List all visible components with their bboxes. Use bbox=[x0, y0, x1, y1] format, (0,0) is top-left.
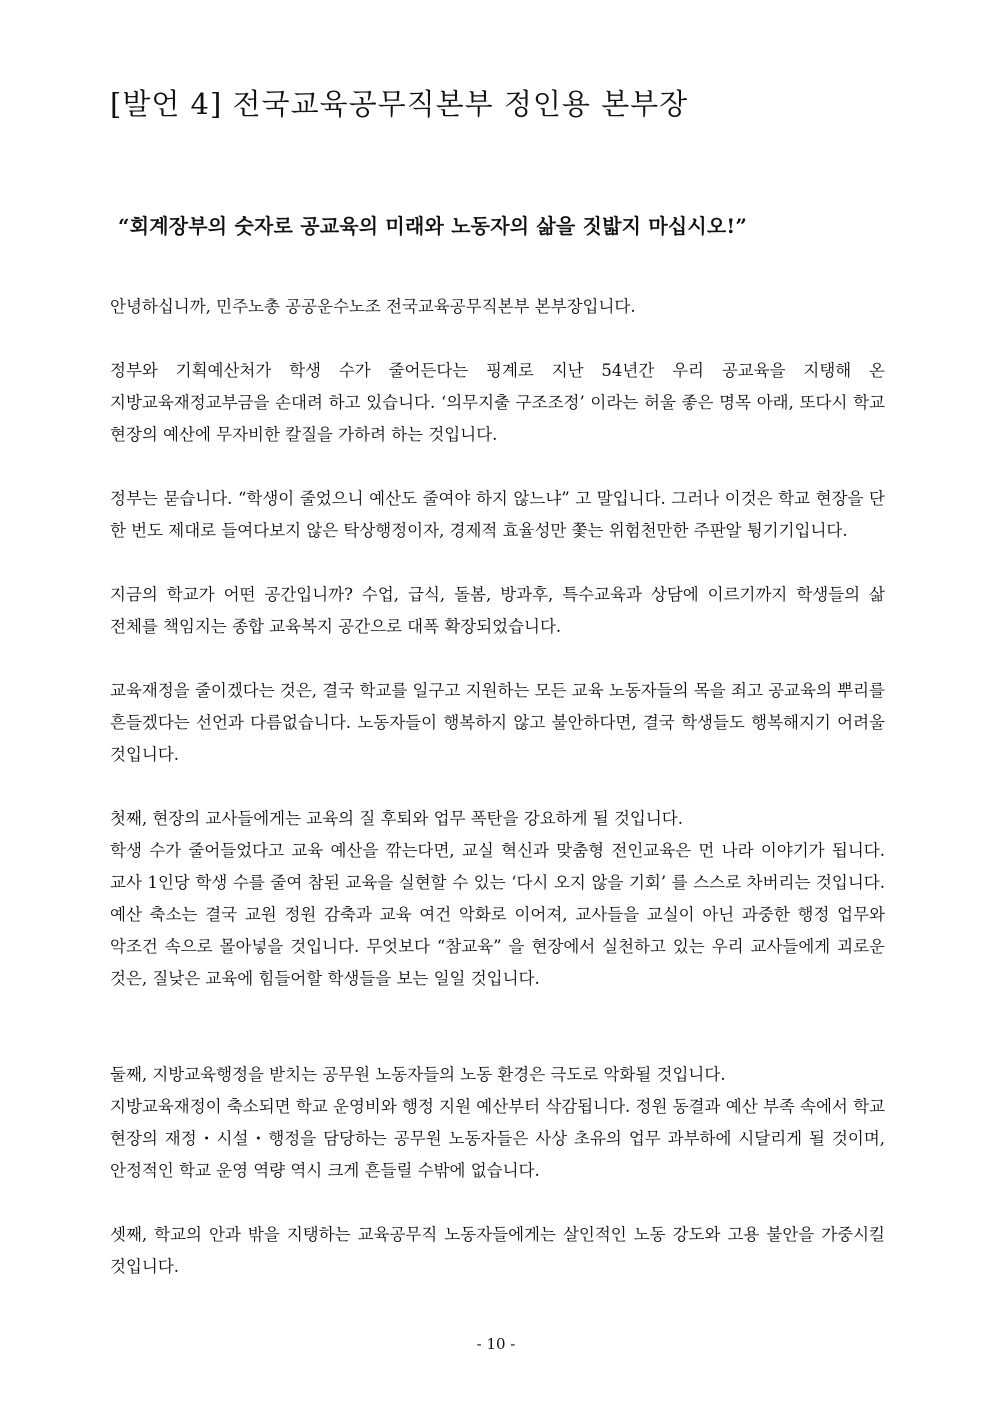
paragraph-teachers: 학생 수가 줄어들었다고 교육 예산을 깎는다면, 교실 혁신과 맞춤형 전인교육은 먼 나라 이야기가 됩니다. 교사 1인당 학생 수를 줄여 참된 교육을 실현할 수 있는 ‘다시 오지 않을 기회’ 를 스스로 차버리는 것입니다. 예산 축소는 결국 교원 정원 감축과 교육 여건 악화로 이어져, 교사들을 교실이 아닌 과중한 행정 업무와 악조건 속으로 몰아넣을 것입니다. 무엇보다 “참교육” 을 현장에서 실천하고 있는 우리 교사들에게 괴로운 것은, 질낮은 교육에 힘들어할 학생들을 보는 일일 것입니다. bbox=[110, 841, 885, 988]
paragraph-civil-servants: 지방교육재정이 축소되면 학교 운영비와 행정 지원 예산부터 삭감됩니다. 정원 동결과 예산 부족 속에서 학교 현장의 재정・시설・행정을 담당하는 공무원 노동자들은 사상 초유의 업무 과부하에 시달리게 될 것이며, 안정적인 학교 운영 역량 역시 크게 흔들릴 수밖에 없습니다. bbox=[110, 1097, 885, 1180]
paragraph-education-finance: 교육재정을 줄이겠다는 것은, 결국 학교를 일구고 지원하는 모든 교육 노동자들의 목을 죄고 공교육의 뿌리를 흔들겠다는 선언과 다름없습니다. 노동자들이 행복하지 않고 불안하다면, 결국 학생들도 행복해지기 어려울 것입니다. bbox=[110, 681, 885, 764]
paragraph-second-point: 둘째, 지방교육행정을 받치는 공무원 노동자들의 노동 환경은 극도로 악화될 것입니다. bbox=[110, 1065, 726, 1084]
document-subtitle: “회계장부의 숫자로 공교육의 미래와 노동자의 삶을 짓밟지 마십시오!” bbox=[118, 214, 748, 238]
page-number: - 10 - bbox=[476, 1335, 516, 1353]
paragraph-budget-cut: 정부와 기획예산처가 학생 수가 줄어든다는 핑계로 지난 54년간 우리 공교육을 지탱해 온 지방교육재정교부금을 손대려 하고 있습니다. ‘의무지출 구조조정’ 이라는 허울 좋은 명목 아래, 또다시 학교 현장의 예산에 무자비한 칼질을 가하려 하는 것입니다. bbox=[110, 361, 885, 444]
paragraph-government-question: 정부는 묻습니다. “학생이 줄었으니 예산도 줄여야 하지 않느냐” 고 말입니다. 그러나 이것은 학교 현장을 단 한 번도 제대로 들여다보지 않은 탁상행정이자, 경제적 효율성만 쫓는 위험천만한 주판알 튕기기입니다. bbox=[110, 489, 885, 540]
document-title: [발언 4] 전국교육공무직본부 정인용 본부장 bbox=[110, 87, 689, 121]
paragraph-school-space: 지금의 학교가 어떤 공간입니까? 수업, 급식, 돌봄, 방과후, 특수교육과 상담에 이르기까지 학생들의 삶 전체를 책임지는 종합 교육복지 공간으로 대폭 확장되었습니다. bbox=[110, 585, 885, 636]
paragraph-third-point: 셋째, 학교의 안과 밖을 지탱하는 교육공무직 노동자들에게는 살인적인 노동 강도와 고용 불안을 가중시킬 것입니다. bbox=[110, 1225, 885, 1276]
paragraph-first-point: 첫째, 현장의 교사들에게는 교육의 질 후퇴와 업무 폭탄을 강요하게 될 것입니다. bbox=[110, 809, 683, 828]
paragraph-greeting: 안녕하십니까, 민주노총 공공운수노조 전국교육공무직본부 본부장입니다. bbox=[110, 297, 636, 316]
